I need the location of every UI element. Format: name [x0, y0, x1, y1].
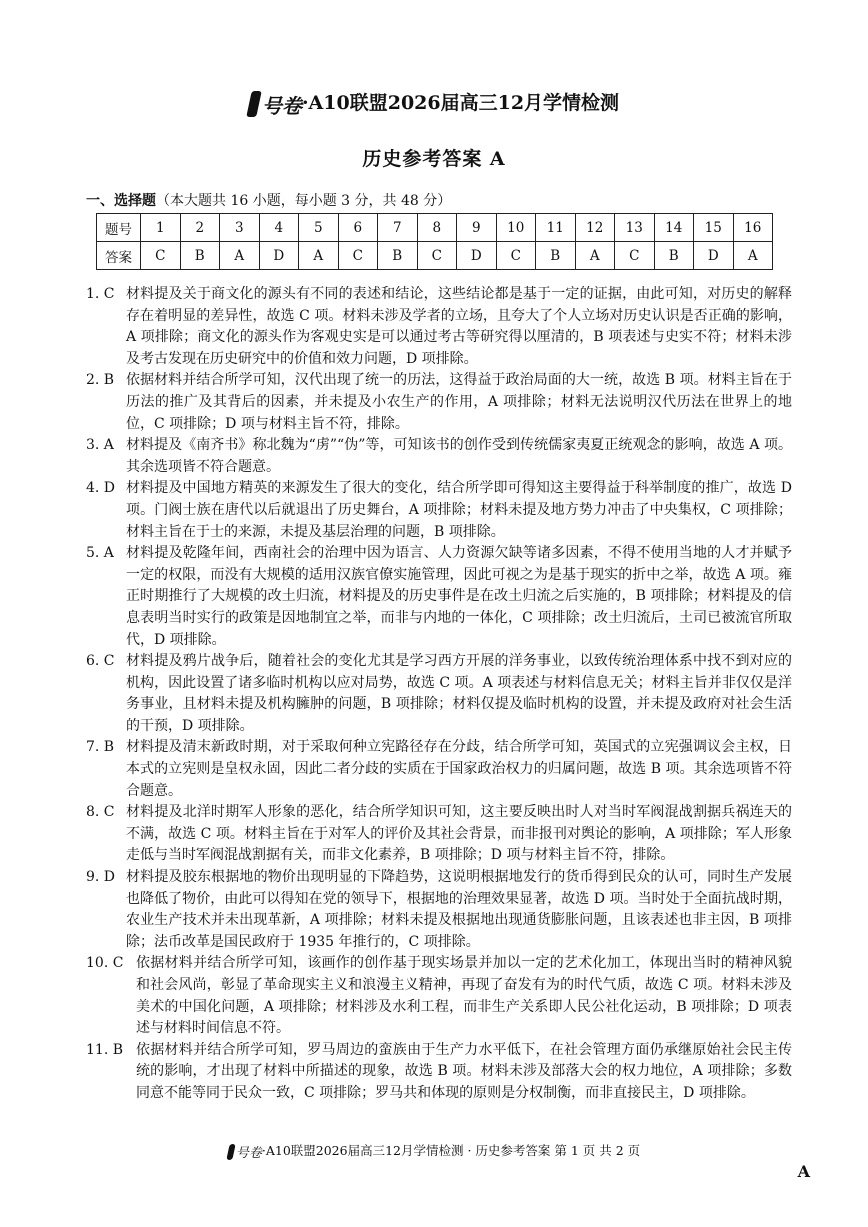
- explanation-number: 8. C: [86, 804, 115, 821]
- answer-cell: B: [378, 242, 418, 270]
- explanation-text: 依据材料并结合所学可知，罗马周边的蛮族由于生产力水平低下，在社会管理方面仍承继原始社会民主传统的影响，才出现了材料中所描述的现象，故选 B 项。材料未涉及部落大会的权力地位，A 项排除；多数同意不能等同于民众一致，C 项排除；罗马共和体现的原则是分权制衡，而非直接民主，D 项排除。: [136, 1041, 792, 1101]
- explanation-text: 材料提及清末新政时期，对于采取何种立宪路径存在分歧，结合所学可知，英国式的立宪强调议会主权，日本式的立宪则是皇权永固，因此二者分歧的实质在于国家政治权力的归属问题，故选 B 项。其余选项皆不符合题意。: [126, 739, 792, 799]
- explanation-text: 依据材料并结合所学可知，该画作的创作基于现实场景并加以一定的艺术化加工，体现出当时的精神风貌和社会风尚，彰显了革命现实主义和浪漫主义精神，再现了奋发有为的时代气质，故选 C 项。材料未涉及美术的中国化问题，A 项排除；材料涉及水利工程，而非生产关系即人民公社化运动，B 项排除；D 项表述与材料时间信息不符。: [136, 955, 792, 1037]
- section-heading-label: 一、选择题: [86, 193, 156, 209]
- question-number-cell: 7: [378, 214, 418, 242]
- answer-cell: D: [457, 242, 497, 270]
- answer-cell: C: [141, 242, 181, 270]
- explanation-item: [86, 435, 792, 478]
- explanation-text: 材料提及鸦片战争后，随着社会的变化尤其是学习西方开展的洋务事业，以致传统治理体系中找不到对应的机构，因此设置了诸多临时机构以应对局势，故选 C 项。A 项表述与材料信息无关；材料主旨并非仅仅是洋务事业，且材料未提及机构臃肿的问题，B 项排除；材料仅提及临时机构的设置，并未提及政府对社会生活的干预，D 项排除。: [126, 653, 792, 734]
- brand-mark-icon: [246, 91, 262, 117]
- question-number-cell: 3: [220, 214, 260, 242]
- answer-cell: D: [694, 242, 734, 270]
- explanation-number: 1. C: [86, 286, 115, 302]
- explanation-item: [86, 867, 792, 953]
- explanation-number: 3. A: [86, 437, 114, 454]
- answer-cell: C: [417, 242, 457, 270]
- version-mark: A: [797, 1162, 810, 1181]
- answer-cell: C: [338, 242, 378, 270]
- row-label-number: 题号: [97, 214, 141, 242]
- answer-row: [97, 242, 773, 270]
- explanation-number: 6. C: [86, 653, 115, 670]
- explanation-number: 11. B: [86, 1041, 124, 1058]
- answer-cell: A: [220, 242, 260, 270]
- question-number-cell: 5: [299, 214, 339, 242]
- explanation-text: 材料提及胶东根据地的物价出现明显的下降趋势，这说明根据地发行的货币得到民众的认可，同时生产发展也降低了物价，由此可以得知在党的领导下，根据地的治理效果显著，故选 D 项。当时处于全面抗战时期，农业生产技术并未出现革新，A 项排除；材料未提及根据地出现通货膨胀问题，且该表述也非主因，B 项排除；法币改革是国民政府于 1935 年推行的，C 项排除。: [126, 869, 792, 950]
- brand-logo: [249, 90, 302, 119]
- question-number-cell: 16: [733, 214, 773, 242]
- row-label-answer: 答案: [97, 242, 141, 270]
- explanation-text: 依据材料并结合所学可知，汉代出现了统一的历法，这得益于政治局面的大一统，故选 B 项。材料主旨在于历法的推广及其背后的因素，并未提及小农生产的作用，A 项排除；材料无法说明汉代历法在世界上的地位，C 项排除；D 项与材料主旨不符，排除。: [126, 372, 792, 432]
- explanation-list: [86, 284, 792, 1105]
- question-number-cell: 6: [338, 214, 378, 242]
- explanation-text: 材料提及乾隆年间，西南社会的治理中因为语言、人力资源欠缺等诸多因素，不得不使用当地的人才并赋予一定的权限，而没有大规模的适用汉族官僚实施管理，因此可视之为是基于现实的折中之举，故选 A 项。雍正时期推行了大规模的改土归流，材料提及的历史事件是在改土归流之后实施的，B 项排除；材料提及的信息表明当时实行的政策是因地制宜之举，而非与内地的一体化，C 项排除；改土归流后，土司已被流官所取代，D 项排除。: [126, 545, 792, 648]
- question-number-row: [97, 214, 773, 242]
- explanation-item: [86, 802, 792, 867]
- footer-text: ·A10联盟2026届高三12月学情检测 · 历史参考答案 第 1 页 共 2 页: [261, 1143, 641, 1158]
- explanation-item: [86, 1040, 792, 1105]
- question-number-cell: 10: [496, 214, 536, 242]
- explanation-item: [86, 284, 792, 370]
- explanation-item: [86, 478, 792, 543]
- footer-brand-text: 号卷: [235, 1146, 262, 1161]
- explanation-item: [86, 543, 792, 651]
- answer-cell: B: [536, 242, 576, 270]
- explanation-item: [86, 651, 792, 737]
- explanation-number: 10. C: [86, 955, 124, 972]
- answer-cell: C: [615, 242, 655, 270]
- question-number-cell: 11: [536, 214, 576, 242]
- explanation-text: 材料提及关于商文化的源头有不同的表述和结论，这些结论都是基于一定的证据，由此可知，对历史的解释存在着明显的差异性，故选 C 项。材料未涉及学者的立场，且夸大了个人立场对历史认识是否正确的影响，A 项排除；商文化的源头作为客观史实是可以通过考古等研究得以厘清的，B 项表述与史实不符；材料未涉及考古发现在历史研究中的价值和效力问题，D 项排除。: [126, 286, 792, 367]
- section-note: （本大题共 16 小题，每小题 3 分，共 48 分）: [156, 193, 452, 209]
- page-header: [0, 88, 868, 119]
- question-number-cell: 13: [615, 214, 655, 242]
- answer-cell: C: [496, 242, 536, 270]
- question-number-cell: 14: [654, 214, 694, 242]
- section-heading: [86, 190, 451, 210]
- question-number-cell: 15: [694, 214, 734, 242]
- header-title: ·A10联盟2026届高三12月学情检测: [301, 92, 620, 114]
- explanation-number: 2. B: [86, 372, 115, 389]
- explanation-number: 5. A: [86, 545, 114, 562]
- explanation-text: 材料提及《南齐书》称北魏为“虏”“伪”等，可知该书的创作受到传统儒家夷夏正统观念的影响，故选 A 项。其余选项皆不符合题意。: [126, 437, 792, 475]
- answer-cell: A: [575, 242, 615, 270]
- question-number-cell: 8: [417, 214, 457, 242]
- explanation-text: 材料提及北洋时期军人形象的恶化，结合所学知识可知，这主要反映出时人对当时军阀混战割据兵祸连天的不满，故选 C 项。材料主旨在于对军人的评价及其社会背景，而非报刊对舆论的影响，A 项排除；军人形象走低与当时军阀混战割据有关，而非文化素养，B 项排除；D 项与材料主旨不符，排除。: [126, 804, 792, 864]
- question-number-cell: 2: [180, 214, 220, 242]
- answer-cell: D: [259, 242, 299, 270]
- document-title: 历史参考答案 A: [362, 148, 506, 170]
- explanation-number: 7. B: [86, 739, 115, 756]
- answer-cell: B: [180, 242, 220, 270]
- question-number-cell: 12: [575, 214, 615, 242]
- explanation-number: 9. D: [86, 869, 116, 886]
- explanation-number: 4. D: [86, 480, 116, 497]
- brand-text: 号卷: [261, 93, 302, 118]
- explanation-item: [86, 953, 792, 1039]
- answer-cell: B: [654, 242, 694, 270]
- answer-cell: A: [299, 242, 339, 270]
- question-number-cell: 1: [141, 214, 181, 242]
- explanation-item: [86, 370, 792, 435]
- explanation-item: [86, 737, 792, 802]
- answer-cell: A: [733, 242, 773, 270]
- question-number-cell: 4: [259, 214, 299, 242]
- page-footer: [0, 1141, 868, 1161]
- question-number-cell: 9: [457, 214, 497, 242]
- explanation-text: 材料提及中国地方精英的来源发生了很大的变化，结合所学即可得知这主要得益于科举制度的推广，故选 D 项。门阀士族在唐代以后就退出了历史舞台，A 项排除；材料未提及地方势力冲击了中央集权，C 项排除；材料主旨在于士的来源，未提及基层治理的问题，B 项排除。: [126, 480, 792, 540]
- answer-table: [96, 213, 773, 270]
- footer-brand-mark-icon: [226, 1144, 235, 1160]
